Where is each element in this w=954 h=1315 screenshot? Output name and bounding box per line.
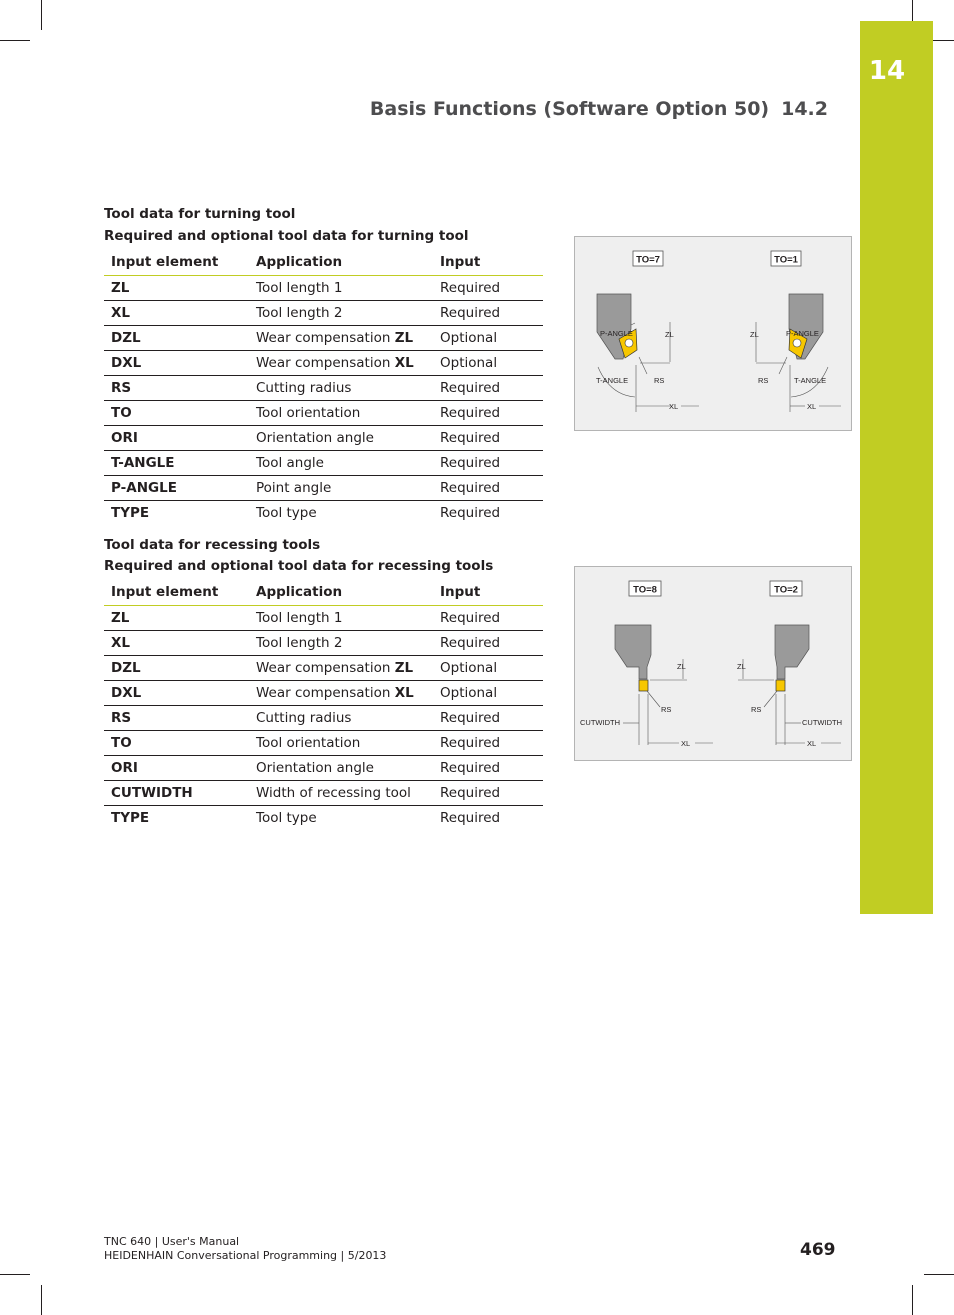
- crop-mark: [41, 1285, 42, 1315]
- application-cell: [249, 301, 433, 326]
- application-text: Wear compensation: [256, 659, 395, 676]
- table-row: [104, 276, 543, 301]
- input-element-cell: P-ANGLE: [104, 476, 249, 501]
- zl-label: ZL: [737, 662, 746, 671]
- to-left-label: TO=8: [633, 584, 657, 596]
- header-section: 14.2: [781, 98, 828, 120]
- application-text: Tool type: [256, 504, 317, 521]
- column-header: Input: [433, 250, 543, 276]
- table-row: [104, 476, 543, 501]
- application-text: Orientation angle: [256, 759, 374, 776]
- application-text: Cutting radius: [256, 379, 352, 396]
- application-text: Orientation angle: [256, 429, 374, 446]
- input-cell: Required: [433, 401, 543, 426]
- table-header-row: [104, 580, 543, 606]
- chapter-number: 14: [868, 56, 906, 86]
- application-parameter: XL: [394, 684, 414, 701]
- application-cell: [249, 451, 433, 476]
- input-element-cell: XL: [104, 631, 249, 656]
- application-text: Tool length 1: [256, 279, 343, 296]
- table-row: [104, 731, 543, 756]
- xl-label: XL: [807, 402, 817, 411]
- table-row: [104, 401, 543, 426]
- table-header-row: [104, 250, 543, 276]
- input-cell: Required: [433, 631, 543, 656]
- insert-hole: [793, 339, 801, 347]
- header-title: Basis Functions (Software Option 50): [369, 98, 770, 120]
- xl-label: XL: [669, 402, 679, 411]
- rs-label: RS: [654, 376, 665, 385]
- rs-label: RS: [751, 705, 762, 714]
- column-header: Input element: [104, 250, 249, 276]
- to-left-label: TO=7: [636, 254, 660, 266]
- table-row: [104, 781, 543, 806]
- xl-label: XL: [681, 739, 691, 748]
- application-text: Width of recessing tool: [256, 784, 411, 801]
- application-cell: [249, 706, 433, 731]
- input-cell: Required: [433, 781, 543, 806]
- application-cell: [249, 401, 433, 426]
- application-cell: [249, 326, 433, 351]
- insert-hole: [625, 339, 633, 347]
- input-cell: Required: [433, 376, 543, 401]
- crop-mark: [41, 0, 42, 30]
- application-cell: [249, 276, 433, 301]
- table-row: [104, 606, 543, 631]
- application-cell: [249, 351, 433, 376]
- cutwidth-label: CUTWIDTH: [802, 718, 842, 727]
- crop-mark: [0, 1274, 30, 1275]
- table-row: [104, 326, 543, 351]
- page-number: 469: [800, 1240, 836, 1260]
- dim-line: [647, 691, 660, 707]
- application-text: Tool length 2: [256, 634, 343, 651]
- input-cell: Required: [440, 504, 501, 521]
- dim-line: [764, 691, 777, 707]
- turning-heading: Tool data for turning tool: [104, 206, 296, 222]
- input-cell: Required: [433, 731, 543, 756]
- dim-line: [779, 357, 787, 374]
- page-footer: [104, 1235, 386, 1263]
- application-cell: [249, 656, 433, 681]
- input-cell: Required: [433, 606, 543, 631]
- table-row: [104, 301, 543, 326]
- turning-tool-figure: [574, 236, 852, 431]
- recessing-insert: [639, 680, 648, 691]
- t-angle-label: T-ANGLE: [794, 376, 827, 385]
- application-parameter: XL: [394, 354, 414, 371]
- input-element-cell: XL: [104, 301, 249, 326]
- column-header: Application: [249, 250, 433, 276]
- input-element-cell: TYPE: [111, 504, 150, 521]
- page-header: [370, 98, 828, 120]
- recessing-heading: Tool data for recessing tools: [104, 537, 321, 553]
- application-text: Point angle: [256, 479, 332, 496]
- table-row: [104, 501, 543, 526]
- column-header: Input: [433, 580, 543, 606]
- crop-mark: [924, 1274, 954, 1275]
- recessing-tool-table: [104, 580, 543, 830]
- application-text: Wear compensation: [256, 684, 395, 701]
- application-text: Wear compensation: [256, 329, 395, 346]
- p-angle-label: P-ANGLE: [786, 329, 819, 338]
- table-row: [104, 631, 543, 656]
- tool-holder: [775, 625, 809, 679]
- zl-label: ZL: [750, 330, 759, 339]
- input-element-cell: DXL: [104, 351, 249, 376]
- input-cell: Required: [433, 451, 543, 476]
- table-row: [104, 756, 543, 781]
- application-text: Tool type: [256, 809, 317, 826]
- application-text: Tool length 1: [256, 609, 343, 626]
- input-element-cell: TO: [104, 401, 249, 426]
- recessing-tool-figure: [574, 566, 852, 761]
- application-cell: [249, 606, 433, 631]
- table-row: [104, 426, 543, 451]
- rs-label: RS: [661, 705, 672, 714]
- input-element-cell: TO: [104, 731, 249, 756]
- tool-holder: [615, 625, 651, 679]
- input-element-cell: RS: [104, 706, 249, 731]
- crop-mark: [0, 40, 30, 41]
- input-element-cell: ZL: [104, 276, 249, 301]
- input-cell: Optional: [433, 656, 543, 681]
- application-text: Tool orientation: [256, 404, 361, 421]
- input-element-cell: DZL: [104, 656, 249, 681]
- application-cell: [249, 631, 433, 656]
- recessing-subheading: Required and optional tool data for recessing tools: [104, 558, 494, 574]
- chapter-tab: [860, 21, 933, 914]
- application-cell: [249, 376, 433, 401]
- dim-line: [631, 323, 635, 325]
- rs-label: RS: [758, 376, 769, 385]
- application-text: Tool length 2: [256, 304, 343, 321]
- zl-label: ZL: [677, 662, 686, 671]
- input-element-cell: RS: [104, 376, 249, 401]
- input-element-cell: T-ANGLE: [104, 451, 249, 476]
- application-text: Cutting radius: [256, 709, 352, 726]
- cutwidth-label: CUTWIDTH: [580, 718, 620, 727]
- column-header: Application: [249, 580, 433, 606]
- t-angle-label: T-ANGLE: [596, 376, 629, 385]
- input-cell: Required: [433, 756, 543, 781]
- footer-line-1: TNC 640 | User's Manual: [104, 1235, 240, 1248]
- xl-label: XL: [807, 739, 817, 748]
- turning-subheading: Required and optional tool data for turning tool: [104, 228, 469, 244]
- application-cell: [249, 731, 433, 756]
- zl-label: ZL: [665, 330, 674, 339]
- input-element-cell: DZL: [104, 326, 249, 351]
- dim-line: [639, 357, 647, 374]
- application-cell: [249, 476, 433, 501]
- input-cell: Required: [440, 809, 501, 826]
- input-element-cell: DXL: [104, 681, 249, 706]
- application-cell: [249, 426, 433, 451]
- application-cell: [249, 756, 433, 781]
- to-right-label: TO=2: [774, 584, 798, 596]
- input-cell: Required: [433, 706, 543, 731]
- application-parameter: ZL: [394, 329, 414, 346]
- input-cell: Optional: [433, 351, 543, 376]
- application-cell: [249, 781, 433, 806]
- input-cell: Required: [433, 426, 543, 451]
- input-cell: Required: [433, 276, 543, 301]
- application-text: Tool orientation: [256, 734, 361, 751]
- application-parameter: ZL: [394, 659, 414, 676]
- input-cell: Required: [433, 476, 543, 501]
- input-cell: Required: [433, 301, 543, 326]
- table-row: [104, 376, 543, 401]
- application-text: Wear compensation: [256, 354, 395, 371]
- input-element-cell: ZL: [104, 606, 249, 631]
- to-right-label: TO=1: [774, 254, 798, 266]
- p-angle-label: P-ANGLE: [600, 329, 633, 338]
- application-cell: [249, 501, 433, 526]
- input-element-cell: ORI: [104, 426, 249, 451]
- recessing-insert: [776, 680, 785, 691]
- table-row: [104, 681, 543, 706]
- input-cell: Optional: [433, 326, 543, 351]
- application-cell: [249, 806, 433, 831]
- turning-tool-table: [104, 250, 543, 525]
- column-header: Input element: [104, 580, 249, 606]
- crop-mark: [912, 1285, 913, 1315]
- input-element-cell: CUTWIDTH: [104, 781, 249, 806]
- input-element-cell: ORI: [104, 756, 249, 781]
- table-row: [104, 451, 543, 476]
- footer-line-2: HEIDENHAIN Conversational Programming | 5/2013: [104, 1249, 387, 1262]
- input-element-cell: TYPE: [111, 809, 150, 826]
- table-row: [104, 351, 543, 376]
- application-text: Tool angle: [256, 454, 324, 471]
- table-row: [104, 706, 543, 731]
- table-row: [104, 806, 543, 831]
- application-cell: [249, 681, 433, 706]
- table-row: [104, 656, 543, 681]
- input-cell: Optional: [433, 681, 543, 706]
